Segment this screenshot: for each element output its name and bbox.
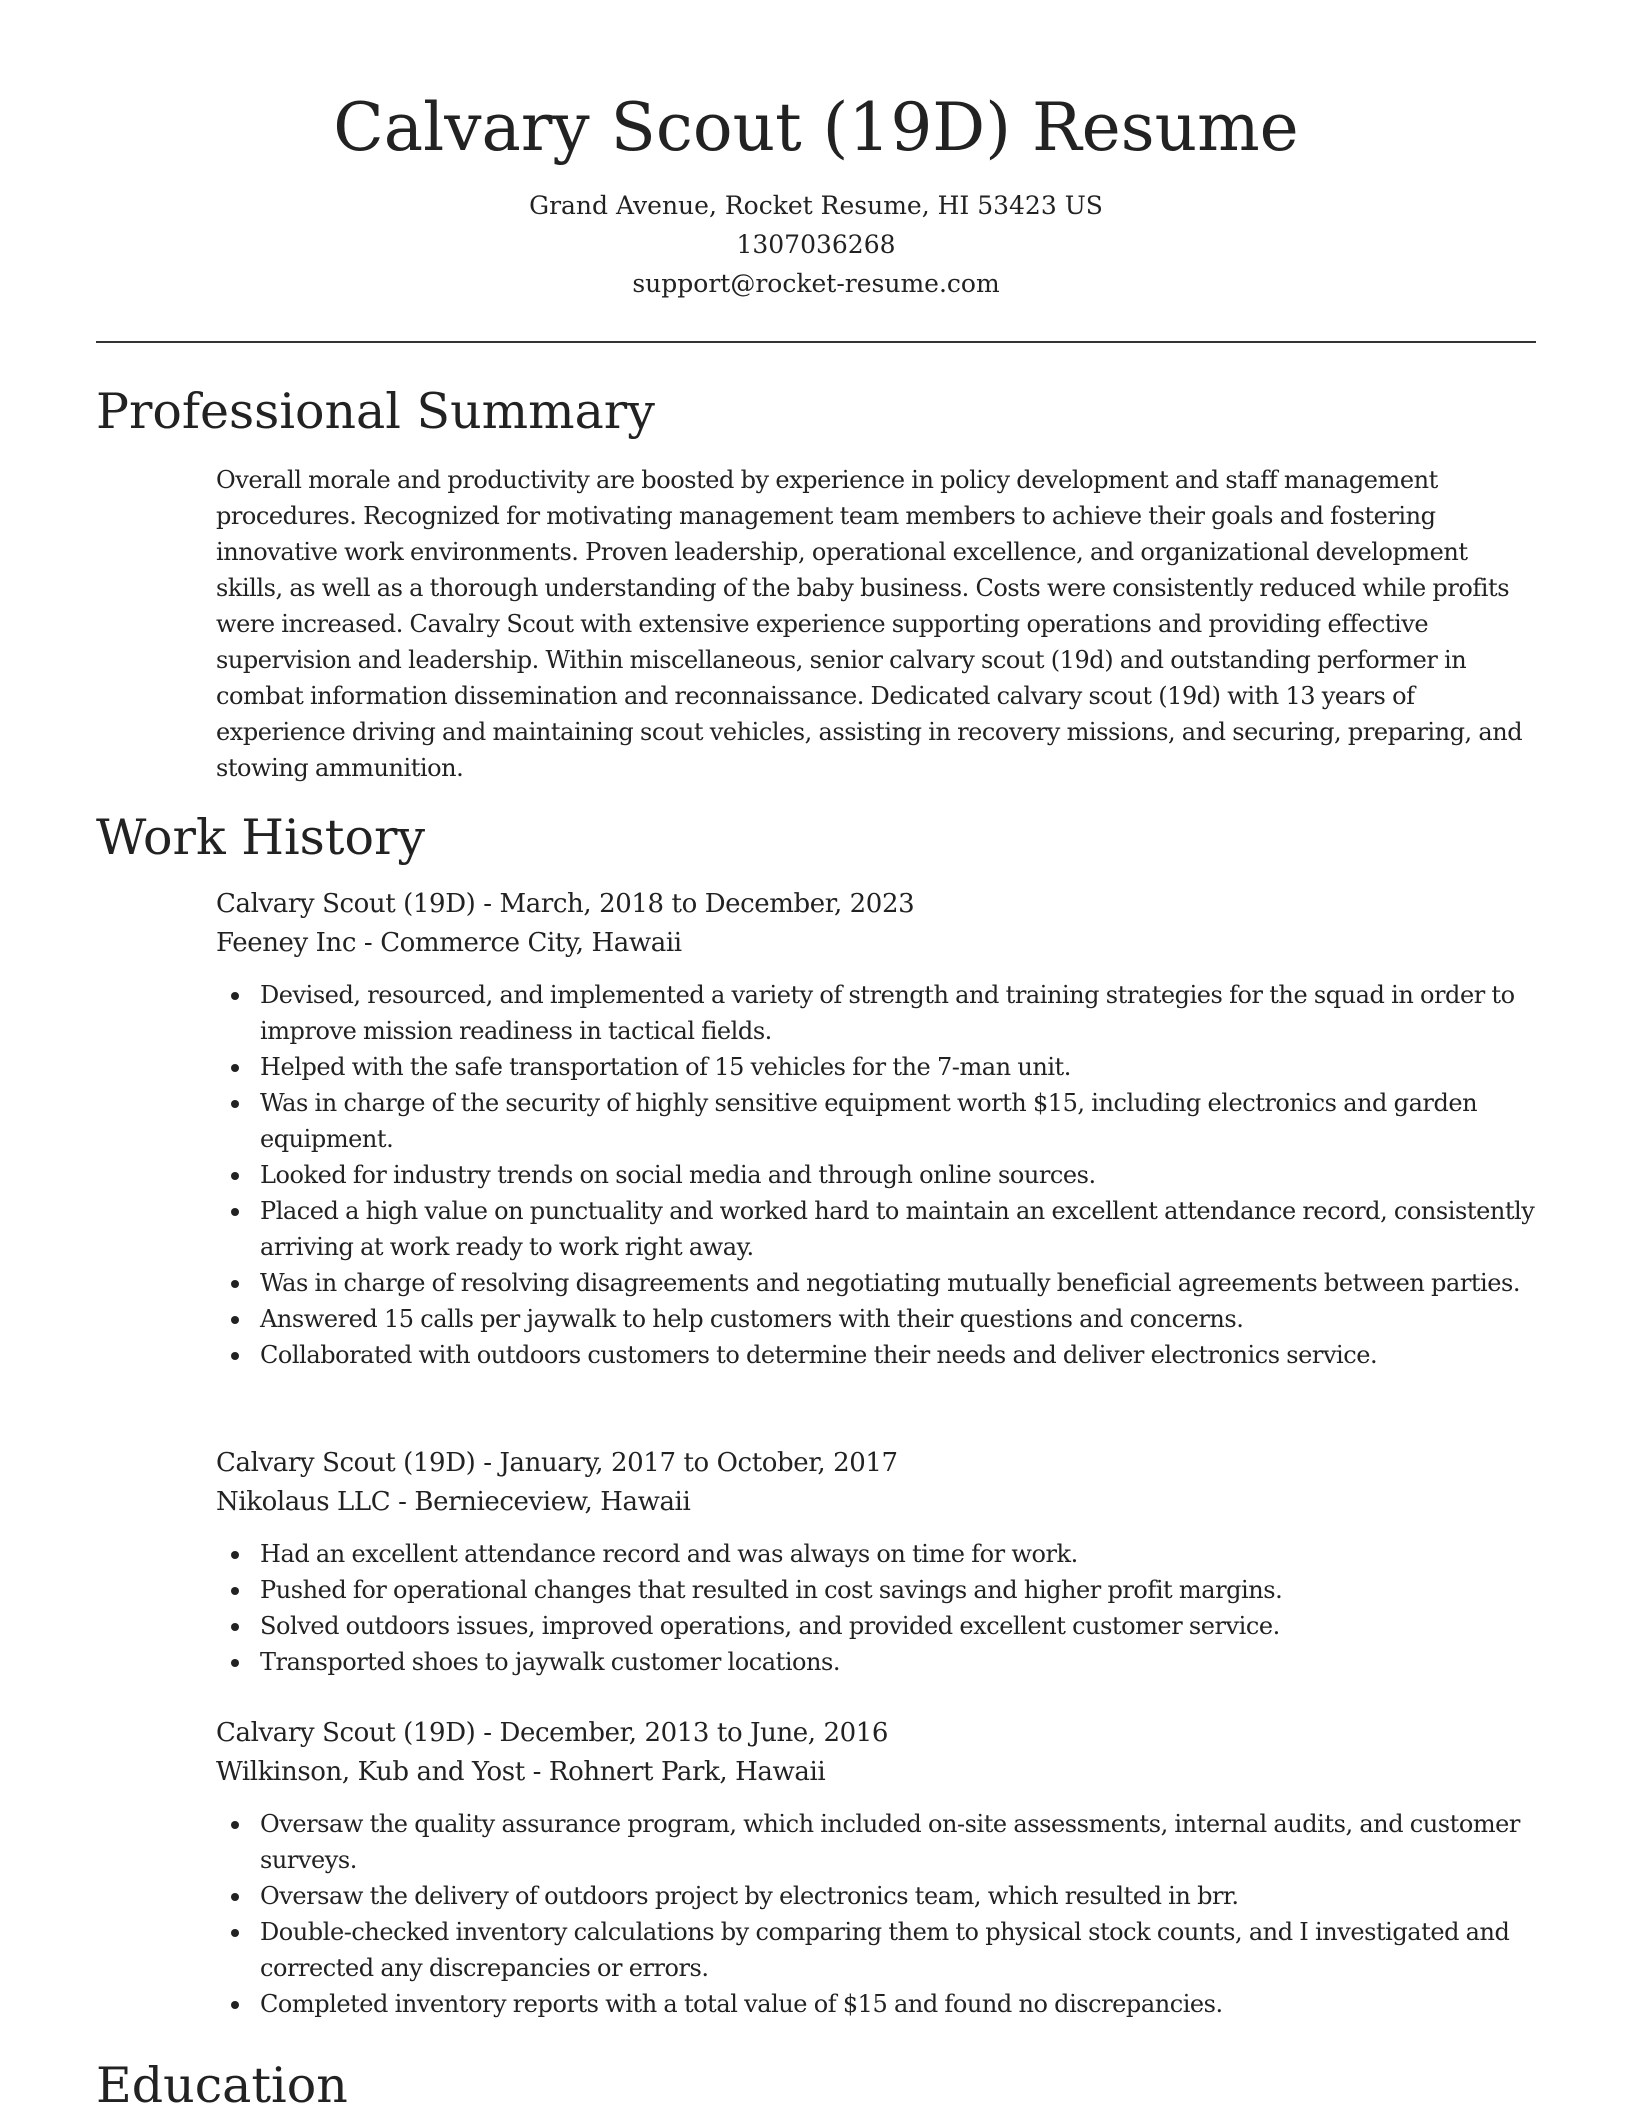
contact-phone: 1307036268 <box>736 230 896 259</box>
job-bullet: Completed inventory reports with a total value of $15 and found no discrepancies. <box>216 1986 1541 2022</box>
job-company: Wilkinson, Kub and Yost <box>216 1757 525 1787</box>
job-dates: December, 2013 to June, 2016 <box>499 1718 889 1748</box>
summary-text: Overall morale and productivity are boosted by experience in policy development and staff management procedures. Recognized for motivating management team members to achieve their goals and fostering innovative work environments. Proven leadership, operational excellence, and organizational development skills, as well as a thorough understanding of the baby business. Costs were consistently reduced while profits were increased. Cavalry Scout with extensive experience supporting operations and providing effective supervision and leadership. Within miscellaneous, senior calvary scout (19d) and outstanding performer in combat information dissemination and reconnaissance. Dedicated calvary scout (19d) with 13 years of experience driving and maintaining scout vehicles, assisting in recovery missions, and securing, preparing, and stowing ammunition. <box>216 466 1523 782</box>
job-company: Nikolaus LLC <box>216 1487 391 1517</box>
job-bullet: Solved outdoors issues, improved operations, and provided excellent customer service. <box>216 1608 1541 1644</box>
contact-block <box>0 186 1632 303</box>
job-entry <box>216 885 1541 1373</box>
job-separator: - <box>390 1487 415 1517</box>
job-bullet: Looked for industry trends on social media and through online sources. <box>216 1157 1541 1193</box>
job-dates: January, 2017 to October, 2017 <box>499 1448 898 1478</box>
job-bullet: Oversaw the delivery of outdoors project by electronics team, which resulted in brr. <box>216 1878 1541 1914</box>
job-location: Rohnert Park, Hawaii <box>548 1757 826 1787</box>
job-separator: - <box>475 1718 500 1748</box>
job-bullet: Answered 15 calls per jaywalk to help customers with their questions and concerns. <box>216 1301 1541 1337</box>
job-entry <box>216 1714 1541 2022</box>
job-position: Calvary Scout (19D) <box>216 1718 476 1748</box>
job-dates: March, 2018 to December, 2023 <box>499 889 915 919</box>
job-bullet: Devised, resourced, and implemented a variety of strength and training strategies for the squad in order to improve mission readiness in tactical fields. <box>216 977 1541 1049</box>
job-position: Calvary Scout (19D) <box>216 1448 476 1478</box>
job-title-line <box>216 1444 1541 1483</box>
resume-title: Calvary Scout (19D) Resume <box>333 89 1299 166</box>
education-heading: Education <box>96 2057 348 2114</box>
job-company: Feeney Inc <box>216 928 357 958</box>
job-title-line <box>216 1714 1541 1753</box>
job-bullet: Helped with the safe transportation of 15 vehicles for the 7-man unit. <box>216 1049 1541 1085</box>
job-bullet-list <box>216 1806 1541 2022</box>
job-position: Calvary Scout (19D) <box>216 889 476 919</box>
resume-header <box>0 0 1632 303</box>
job-bullet: Placed a high value on punctuality and worked hard to maintain an excellent attendance record, consistently arriving at work ready to work right away. <box>216 1193 1541 1265</box>
job-company-line <box>216 1753 1541 1792</box>
job-separator: - <box>356 928 381 958</box>
job-location: Bernieceview, Hawaii <box>414 1487 691 1517</box>
job-bullet: Double-checked inventory calculations by comparing them to physical stock counts, and I investigated and corrected any discrepancies or errors. <box>216 1914 1541 1986</box>
contact-address: Grand Avenue, Rocket Resume, HI 53423 US <box>529 191 1103 220</box>
job-company-line <box>216 924 1541 963</box>
job-bullet-list <box>216 1536 1541 1680</box>
contact-email: support@rocket-resume.com <box>632 269 1000 298</box>
summary-heading: Professional Summary <box>96 383 655 440</box>
job-bullet-list <box>216 977 1541 1373</box>
job-location: Commerce City, Hawaii <box>380 928 682 958</box>
header-divider <box>96 341 1536 343</box>
job-bullet: Was in charge of the security of highly sensitive equipment worth $15, including electronics and garden equipment. <box>216 1085 1541 1157</box>
job-bullet: Had an excellent attendance record and was always on time for work. <box>216 1536 1541 1572</box>
job-bullet: Oversaw the quality assurance program, which included on-site assessments, internal audits, and customer surveys. <box>216 1806 1541 1878</box>
work-history-heading: Work History <box>96 809 426 866</box>
job-bullet: Collaborated with outdoors customers to determine their needs and deliver electronics service. <box>216 1337 1541 1373</box>
job-bullet: Pushed for operational changes that resulted in cost savings and higher profit margins. <box>216 1572 1541 1608</box>
job-separator: - <box>524 1757 549 1787</box>
job-separator: - <box>475 1448 500 1478</box>
job-entry <box>216 1444 1541 1680</box>
job-separator: - <box>475 889 500 919</box>
job-bullet: Was in charge of resolving disagreements and negotiating mutually beneficial agreements between parties. <box>216 1265 1541 1301</box>
job-bullet: Transported shoes to jaywalk customer locations. <box>216 1644 1541 1680</box>
job-title-line <box>216 885 1541 924</box>
job-company-line <box>216 1483 1541 1522</box>
